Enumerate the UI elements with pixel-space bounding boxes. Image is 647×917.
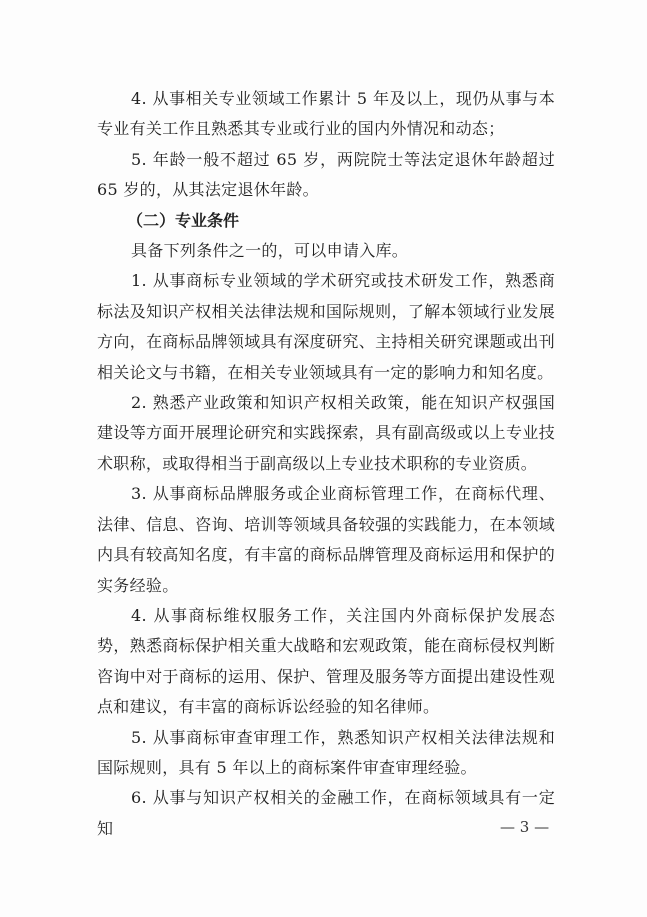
- item-6: 6. 从事与知识产权相关的金融工作，在商标领域具有一定知: [97, 788, 555, 838]
- intro-paragraph: 具备下列条件之一的，可以申请入库。: [131, 241, 409, 261]
- item-4: 4. 从事商标维权服务工作，关注国内外商标保护发展态势，熟悉商标保护相关重大战略和宏观政策，能在商标侵权判断咨询中对于商标的运用、保护、管理及服务等方面提出建设性观点和建议，有丰富的商标诉讼经验的知名律师。: [97, 605, 555, 717]
- section-heading: （二）专业条件: [127, 210, 240, 230]
- item-5: 5. 从事商标审查审理工作，熟悉知识产权相关法律法规和国际规则，具有 5 年以上的商标案件审查审理经验。: [97, 727, 555, 777]
- item-2: 2. 熟悉产业政策和知识产权相关政策，能在知识产权强国建设等方面开展理论研究和实践探索，具有副高级或以上专业技术职称，或取得相当于副高级以上专业技术职称的专业资质。: [97, 393, 555, 473]
- paragraph-4: 4. 从事相关专业领域工作累计 5 年及以上，现仍从事与本专业有关工作且熟悉其专业或行业的国内外情况和动态；: [97, 89, 555, 139]
- item-3: 3. 从事商标品牌服务或企业商标管理工作，在商标代理、法律、信息、咨询、培训等领域具备较强的实践能力，在本领域内具有较高知名度，有丰富的商标品牌管理及商标运用和保护的实务经验。: [97, 484, 555, 595]
- body-text: [97, 84, 555, 844]
- paragraph-5: 5. 年龄一般不超过 65 岁，两院院士等法定退休年龄超过 65 岁的，从其法定退休年龄。: [97, 149, 555, 200]
- page-number: — 3 —: [500, 818, 550, 836]
- item-1: 1. 从事商标专业领域的学术研究或技术研发工作，熟悉商标法及知识产权相关法律法规和国际规则，了解本领域行业发展方向，在商标品牌领域具有深度研究、主持相关研究课题或出刊相关论文与书籍，在相关专业领域具有一定的影响力和知名度。: [97, 271, 555, 382]
